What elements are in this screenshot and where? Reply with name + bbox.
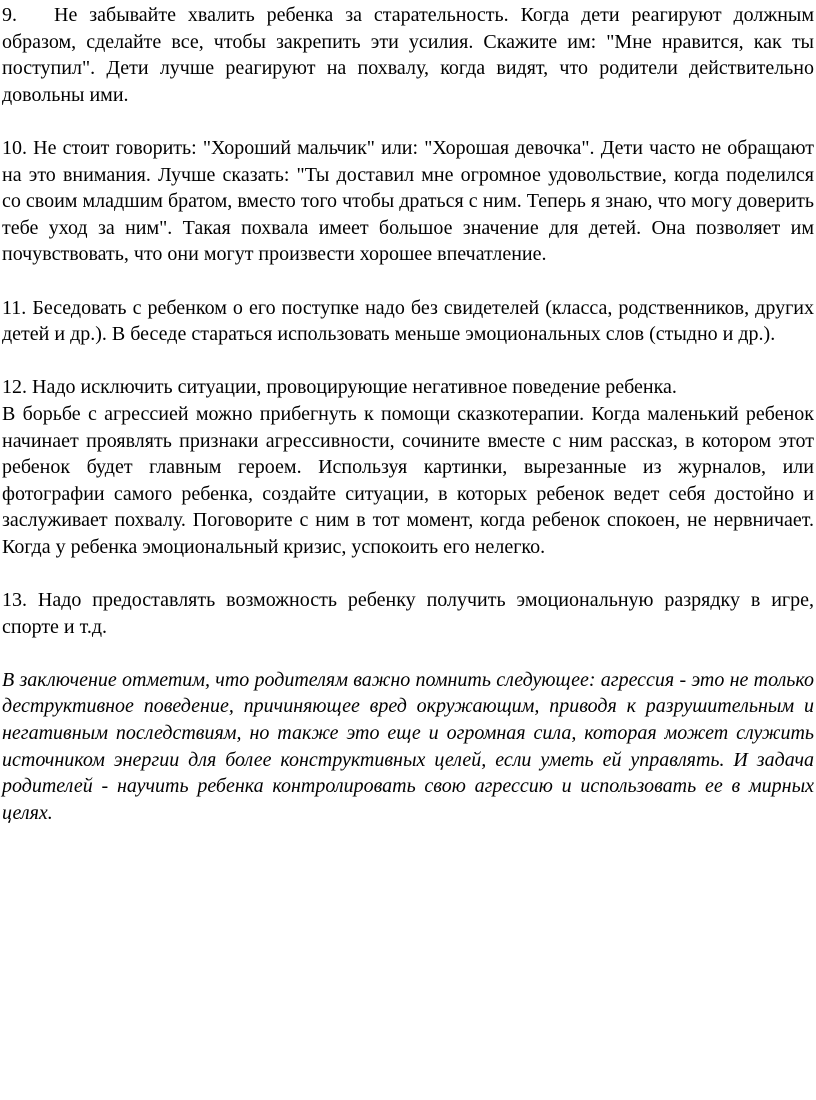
paragraph-9: [2, 2, 814, 108]
paragraph-gap: [2, 268, 814, 295]
paragraph-9-text: Не забывайте хвалить ребенка за старательность. Когда дети реагируют должным образом, сделайте все, чтобы закрепить эти усилия. Скажите им: "Мне нравится, как ты поступил". Дети лучше реагируют на похвалу, когда видят, что родители действительно довольны ими.: [2, 4, 814, 106]
paragraph-10: 10. Не стоит говорить: "Хороший мальчик" или: "Хорошая девочка". Дети часто не обращают на это внимания. Лучше сказать: "Ты доставил мне огромное удовольствие, когда поделился со своим младшим братом, вместо того чтобы драться с ним. Теперь я знаю, что могу доверить тебе уход за ним". Такая похвала имеет большое значение для детей. Она позволяет им почувствовать, что они могут произвести хорошее впечатление.: [2, 136, 814, 266]
paragraph-13: 13. Надо предоставлять возможность ребенку получить эмоциональную разрядку в игре, спорте и т.д.: [2, 589, 814, 638]
paragraph-gap: [2, 640, 814, 667]
paragraph-12: 12. Надо исключить ситуации, провоцирующие негативное поведение ребенка.: [2, 376, 677, 399]
paragraph-9-number: 9.: [2, 4, 17, 26]
paragraph-gap: [2, 108, 814, 135]
paragraph-conclusion: В заключение отметим, что родителям важно помнить следующее: агрессия - это не только деструктивное поведение, причиняющее вред окружающим, приводя к разрушительным и негативным последствиям, но также это еще и огромная сила, которая может служить источником энергии для более конструктивных целей, если уметь ей управлять. И задача родителей - научить ребенка контролировать свою агрессию и использовать ее в мирных целях.: [2, 668, 814, 824]
paragraph-gap: [2, 348, 814, 375]
paragraph-gap: [2, 560, 814, 587]
paragraph-11: 11. Беседовать с ребенком о его поступке надо без свидетелей (класса, родственников, других детей и др.). В беседе стараться использовать меньше эмоциональных слов (стыдно и др.).: [2, 296, 814, 346]
paragraph-fairy-tale-therapy: В борьбе с агрессией можно прибегнуть к помощи сказкотерапии. Когда маленький ребенок начинает проявлять признаки агрессивности, сочините вместе с ним рассказ, в котором этот ребенок будет главным героем. Используя картинки, вырезанные из журналов, или фотографии самого ребенка, создайте ситуации, в которых ребенок ведет себя достойно и заслуживает похвалу. Поговорите с ним в тот момент, когда ребенок спокоен, не нервничает. Когда у ребенка эмоциональный кризис, успокоить его нелегко.: [2, 402, 814, 558]
